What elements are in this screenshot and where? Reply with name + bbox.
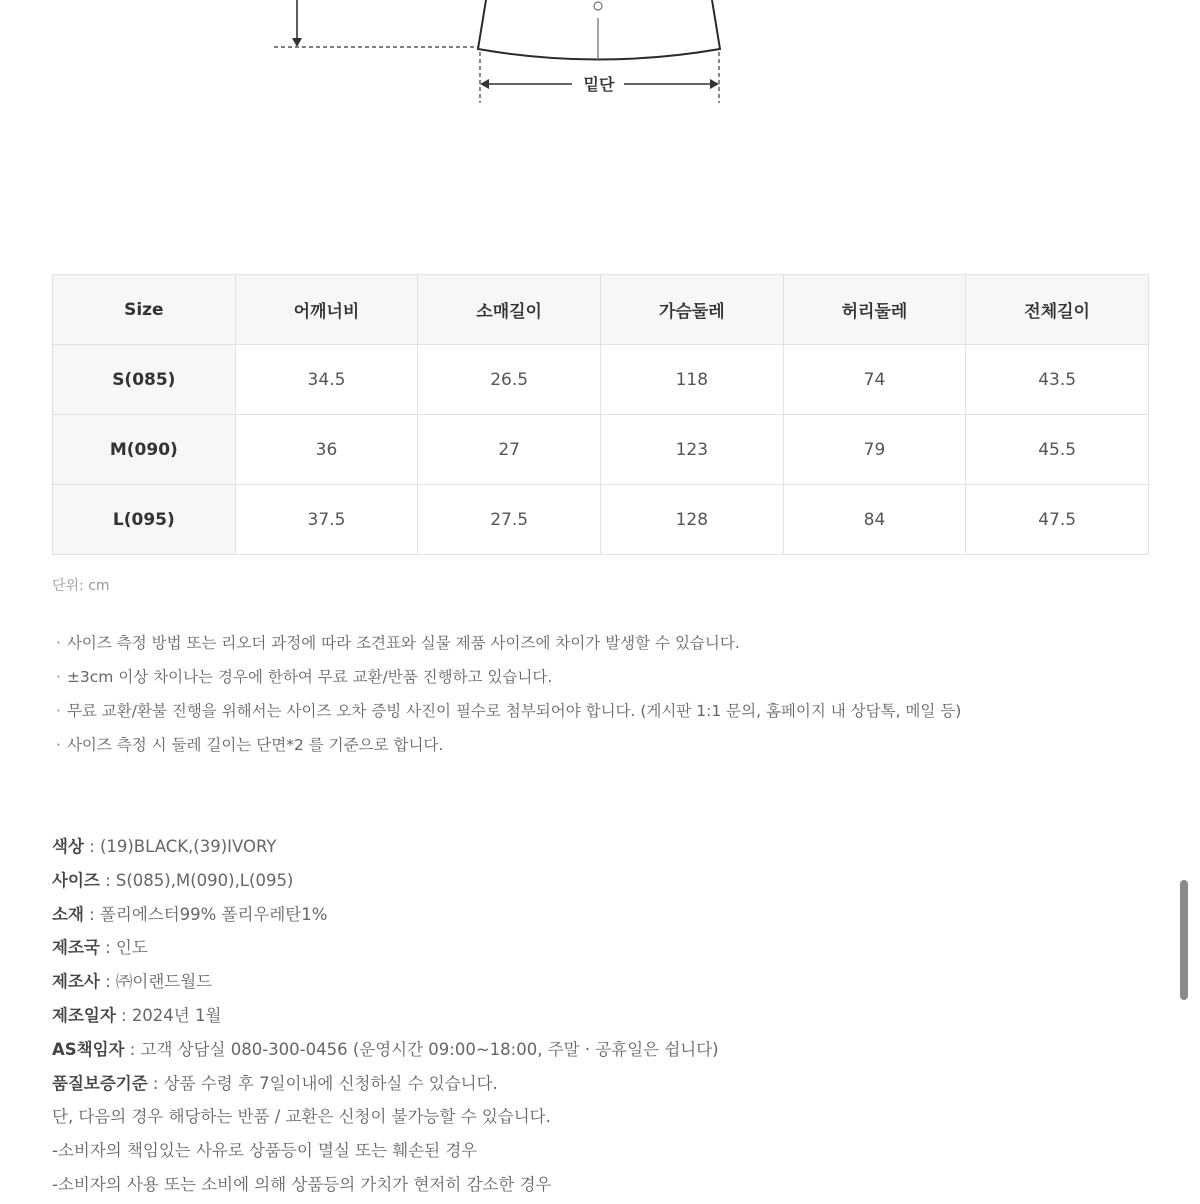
- row-size-label: M(090): [53, 415, 236, 485]
- table-cell: 36: [235, 415, 418, 485]
- table-cell: 47.5: [966, 485, 1149, 555]
- info-label: 소재: [52, 904, 84, 924]
- info-row-manufacture-date: [52, 1001, 719, 1035]
- info-label: 제조일자: [52, 1005, 116, 1025]
- list-item: · 무료 교환/환불 진행을 위해서는 사이즈 오차 증빙 사진이 필수로 첨부되어야 합니다. (게시판 1:1 문의, 홈페이지 내 상담톡, 메일 등): [52, 696, 961, 730]
- size-chart-header-row: [53, 275, 1149, 345]
- info-value: : ㈜이랜드월드: [99, 972, 213, 992]
- info-value: : 상품 수령 후 7일이내에 신청하실 수 있습니다.: [147, 1073, 498, 1093]
- info-value: : 고객 상담실 080-300-0456 (운영시간 09:00~18:00, 주말 · 공휴일은 쉽니다): [124, 1039, 719, 1059]
- header-waist: 허리둘레: [783, 275, 966, 345]
- table-cell: 34.5: [235, 345, 418, 415]
- header-total-length: 전체길이: [966, 275, 1149, 345]
- info-value: : 2024년 1월: [115, 1005, 222, 1025]
- table-cell: 118: [600, 345, 783, 415]
- unit-note: 단위: cm: [52, 578, 110, 594]
- list-item: · 사이즈 측정 시 둘레 길이는 단면*2 를 기준으로 합니다.: [52, 730, 961, 764]
- header-sleeve-length: 소매길이: [418, 275, 601, 345]
- table-row: [53, 415, 1149, 485]
- table-cell: 128: [600, 485, 783, 555]
- info-value: 단, 다음의 경우 해당하는 반품 / 교환은 신청이 불가능할 수 있습니다.: [52, 1107, 551, 1127]
- table-cell: 27: [418, 415, 601, 485]
- row-size-label: L(095): [53, 485, 236, 555]
- list-item: · 사이즈 측정 방법 또는 리오더 과정에 따라 조견표와 실물 제품 사이즈에 차이가 발생할 수 있습니다.: [52, 628, 961, 662]
- info-row-material: [52, 900, 719, 934]
- header-size: Size: [53, 275, 236, 345]
- garment-measurement-diagram: [0, 0, 1200, 120]
- info-row-size: [52, 866, 719, 900]
- info-row-return-exceptions: [52, 1102, 719, 1136]
- table-cell: 74: [783, 345, 966, 415]
- table-cell: 79: [783, 415, 966, 485]
- table-cell: 37.5: [235, 485, 418, 555]
- info-value: : S(085),M(090),L(095): [99, 870, 294, 890]
- scrollbar[interactable]: [1180, 880, 1188, 1000]
- table-cell: 45.5: [966, 415, 1149, 485]
- table-cell: 27.5: [418, 485, 601, 555]
- size-chart-table: [52, 274, 1149, 555]
- info-label: 색상: [52, 837, 84, 856]
- garment-outline-icon: [478, 0, 720, 60]
- info-row-manufacturer: [52, 967, 719, 1001]
- list-item: · ±3cm 이상 차이나는 경우에 한하여 무료 교환/반품 진행하고 있습니다.: [52, 662, 961, 696]
- info-row-as-contact: [52, 1035, 719, 1069]
- info-value: -소비자의 사용 또는 소비에 의해 상품등의 가치가 현저히 감소한 경우: [52, 1174, 552, 1194]
- header-chest: 가슴둘레: [600, 275, 783, 345]
- info-label: 제조국: [52, 938, 100, 958]
- table-cell: 26.5: [418, 345, 601, 415]
- info-value: -소비자의 책임있는 사유로 상품등이 멸실 또는 훼손된 경우: [52, 1141, 478, 1161]
- info-label: 제조사: [52, 972, 100, 992]
- info-row-country: [52, 933, 719, 967]
- info-row-quality-guarantee: [52, 1069, 719, 1103]
- hem-label: 밑단: [583, 75, 615, 94]
- table-row: [53, 485, 1149, 555]
- info-value: : 폴리에스터99% 폴리우레탄1%: [83, 904, 328, 924]
- table-cell: 123: [600, 415, 783, 485]
- info-row-exception-1: [52, 1136, 719, 1170]
- header-shoulder-width: 어깨너비: [235, 275, 418, 345]
- info-value: : 인도: [99, 938, 148, 958]
- table-cell: 84: [783, 485, 966, 555]
- button-icon: [594, 2, 602, 10]
- length-arrow-icon: [292, 0, 302, 47]
- info-row-color: [52, 832, 719, 866]
- table-row: [53, 345, 1149, 415]
- info-row-exception-2: [52, 1170, 719, 1204]
- info-value: : (19)BLACK,(39)IVORY: [83, 837, 277, 856]
- info-label: AS책임자: [52, 1039, 125, 1059]
- info-label: 품질보증기준: [52, 1073, 148, 1093]
- size-notes-list: [52, 628, 961, 764]
- info-label: 사이즈: [52, 870, 100, 890]
- product-info: [52, 832, 719, 1204]
- table-cell: 43.5: [966, 345, 1149, 415]
- row-size-label: S(085): [53, 345, 236, 415]
